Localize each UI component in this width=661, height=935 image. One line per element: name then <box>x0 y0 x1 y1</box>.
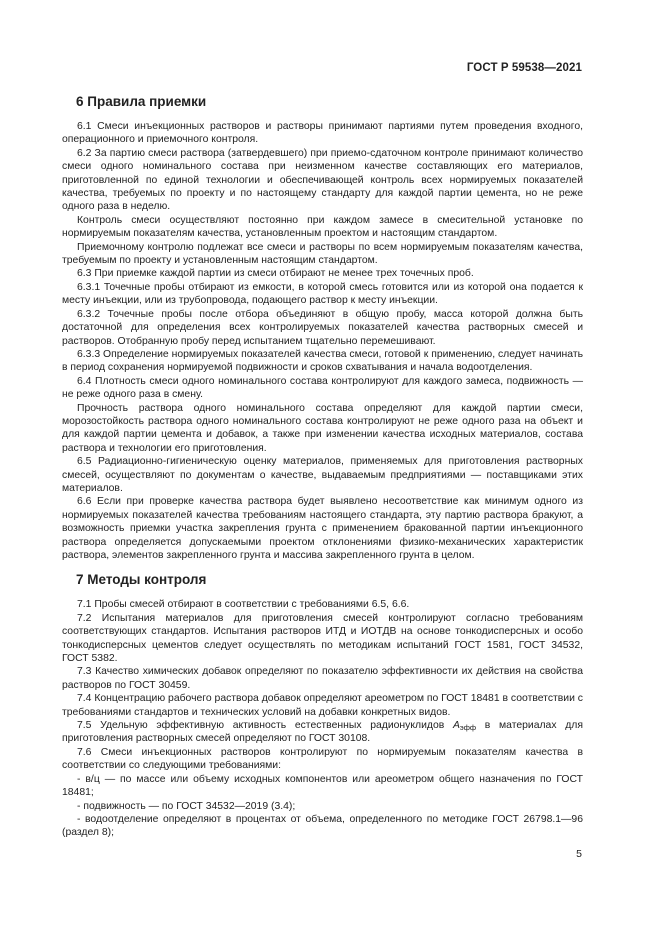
paragraph: 7.6 Смеси инъекционных растворов контролируют по нормируемым показателям качества в соответствии со следующими требованиями: <box>62 746 583 772</box>
symbol-a: A <box>452 720 460 732</box>
paragraph: 6.5 Радиационно-гигиеническую оценку материалов, применяемых для приготовления растворных смесей, осуществляют по документам о качестве, выдаваемым предприятиями — поставщиками этих материалов. <box>62 456 583 494</box>
paragraph: 6.3.2 Точечные пробы после отбора объединяют в общую пробу, масса которой должна быть достаточной для определения всех контролируемых показателей качества растворных смесей и растворов. Отобранную пробу перед испытанием тщательно перемешивают. <box>62 308 583 347</box>
paragraph: 7.3 Качество химических добавок определяют по показателю эффективности их действия на свойства растворов по ГОСТ 30459. <box>62 666 583 691</box>
list-item: - в/ц — по массе или объему исходных компонентов или ареометром общего назначения по ГОСТ 18481; <box>62 773 583 799</box>
list-item: - подвижность — по ГОСТ 34532—2019 (3.4); <box>77 800 296 812</box>
paragraph: Контроль смеси осуществляют постоянно при каждом замесе в смесительной установке по нормируемым показателям качества, установленным проектом и настоящим стандартом. <box>62 214 583 240</box>
paragraph: 6.2 За партию смеси раствора (затвердевшего) при приемо-сдаточном контроле принимают количество смеси одного номинального состава при неизменном качестве составляющих его материалов, приготовленной по единой технологии и обеспечивающей контроль всех нормируемых показателей качества, требуемых по проекту и по настоящему стандарту для каждой партии цемента, но не реже одного раза в неделю. <box>62 147 583 213</box>
paragraph: 6.3.1 Точечные пробы отбирают из емкости, в которой смесь готовится или из которой она подается к месту инъекции, или из трубопровода, подающего раствор к месту инъекции. <box>62 281 583 307</box>
paragraph: Приемочному контролю подлежат все смеси и растворы по всем нормируемым показателям качества, требуемым по проекту и установленным настоящим стандартом. <box>62 241 583 267</box>
text-span: 7.5 Удельную эффективную активность естественных радионуклидов <box>77 720 453 732</box>
paragraph: 7.1 Пробы смесей отбирают в соответствии с требованиями 6.5, 6.6. <box>77 599 410 611</box>
paragraph: 6.4 Плотность смеси одного номинального состава контролируют для каждого замеса, подвижность — не реже одного раза в смену. <box>62 375 583 401</box>
paragraph <box>62 719 583 746</box>
section-7-title: 7 Методы контроля <box>76 572 207 588</box>
page-number: 5 <box>576 848 582 860</box>
symbol-subscript: эфф <box>459 723 477 733</box>
paragraph: 6.6 Если при проверке качества раствора будет выявлено несоответствие как минимум одного из нормируемых показателей качества требованиям настоящего стандарта, эту партию раствора бракуют, а возможность приемки участка закрепления грунта с применением бракованной партии инъекционного раствора определяется допускаемыми проектом отклонениями физико-механических характеристик раствора, элементов закрепленного грунта и массива закрепленного грунта в целом. <box>62 496 583 561</box>
document-id: ГОСТ Р 59538—2021 <box>466 62 582 74</box>
section-6-title: 6 Правила приемки <box>76 94 207 109</box>
paragraph: 7.2 Испытания материалов для приготовления смесей контролируют согласно требованиям соответствующих стандартов. Испытания растворов ИТД и ИОТДВ на основе тонкодисперсных и особо тонкодисперсных цементов следует осуществлять по методикам испытаний ГОСТ 1581, ГОСТ 34532, ГОСТ 5382. <box>62 612 583 665</box>
text-span: в материалах для приготовления растворных смесей определяют по ГОСТ 30108. <box>62 720 583 745</box>
paragraph: 6.3.3 Определение нормируемых показателей качества смеси, готовой к применению, следует начинать в период сохранения нормируемой подвижности и сроков схватывания и начала водоотделения. <box>62 348 583 374</box>
paragraph: 6.1 Смеси инъекционных растворов и растворы принимают партиями путем проведения входного, операционного и приемочного контроля. <box>62 121 583 146</box>
paragraph: 7.4 Концентрацию рабочего раствора добавок определяют ареометром по ГОСТ 18481 в соответствии с требованиями стандартов и технических условий на добавки конкретных видов. <box>62 693 583 718</box>
paragraph: Прочность раствора одного номинального состава определяют для каждой партии смеси, морозостойкость раствора одного номинального состава контролируют не реже одного раза на объект и для каждой партии цемента и добавок, а также при изменении качества исходных материалов, состава раствора и технологии его приготовления. <box>62 402 583 454</box>
page-content <box>62 94 583 840</box>
paragraph: 6.3 При приемке каждой партии из смеси отбирают не менее трех точечных проб. <box>77 268 474 280</box>
list-item: - водоотделение определяют в процентах от объема, определенного по методике ГОСТ 26798.1—96 (раздел 8); <box>62 813 583 839</box>
